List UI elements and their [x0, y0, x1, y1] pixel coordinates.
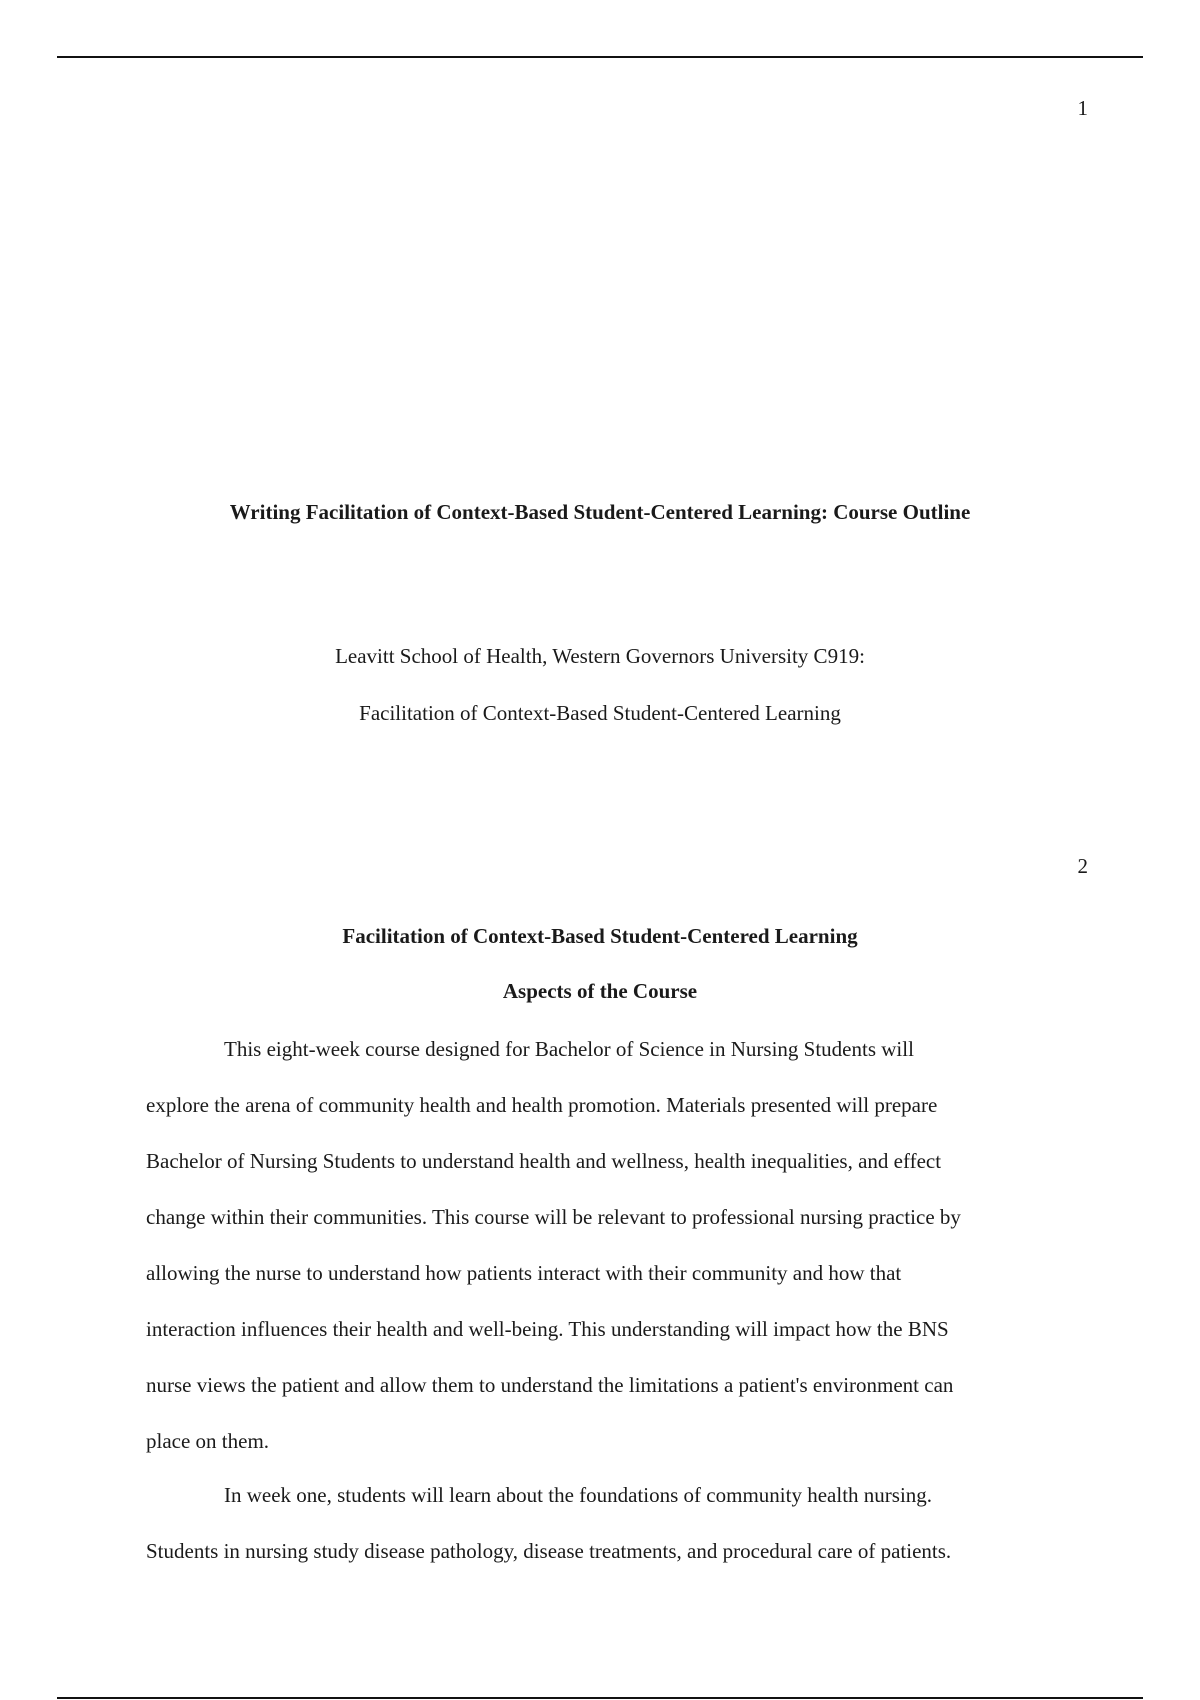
affiliation-line-2: Facilitation of Context-Based Student-Centered Learning — [359, 701, 841, 725]
paragraph-line: In week one, students will learn about the foundations of community health nursing. — [224, 1483, 933, 1507]
affiliation-line-1: Leavitt School of Health, Western Governors University C919: — [335, 644, 865, 668]
page-number: 2 — [1077, 854, 1088, 878]
paragraph-line: interaction influences their health and well-being. This understanding will impact how the BNS — [146, 1317, 949, 1341]
page-bottom-rule — [57, 1697, 1143, 1699]
paragraph-line: Bachelor of Nursing Students to understand health and wellness, health inequalities, and effect — [146, 1149, 942, 1173]
paragraph-line: nurse views the patient and allow them to understand the limitations a patient's environment can — [146, 1373, 954, 1397]
paragraph-line: change within their communities. This course will be relevant to professional nursing practice by — [146, 1205, 961, 1229]
paragraph-line: explore the arena of community health and health promotion. Materials presented will prepare — [146, 1093, 938, 1117]
section-subheading: Aspects of the Course — [502, 979, 698, 1003]
body-paragraph — [146, 1021, 1096, 1469]
page-top-rule — [57, 56, 1143, 58]
paragraph-line: Students in nursing study disease pathology, disease treatments, and procedural care of patients. — [146, 1539, 952, 1563]
paragraph-line: allowing the nurse to understand how patients interact with their community and how that — [146, 1261, 902, 1285]
paragraph-line: place on them. — [146, 1429, 270, 1453]
body-paragraph — [146, 1467, 1096, 1579]
document-title: Writing Facilitation of Context-Based Student-Centered Learning: Course Outline — [229, 500, 971, 524]
page-number: 1 — [1077, 96, 1088, 120]
paragraph-line: This eight-week course designed for Bachelor of Science in Nursing Students will — [224, 1037, 914, 1061]
section-heading: Facilitation of Context-Based Student-Centered Learning — [342, 924, 858, 948]
